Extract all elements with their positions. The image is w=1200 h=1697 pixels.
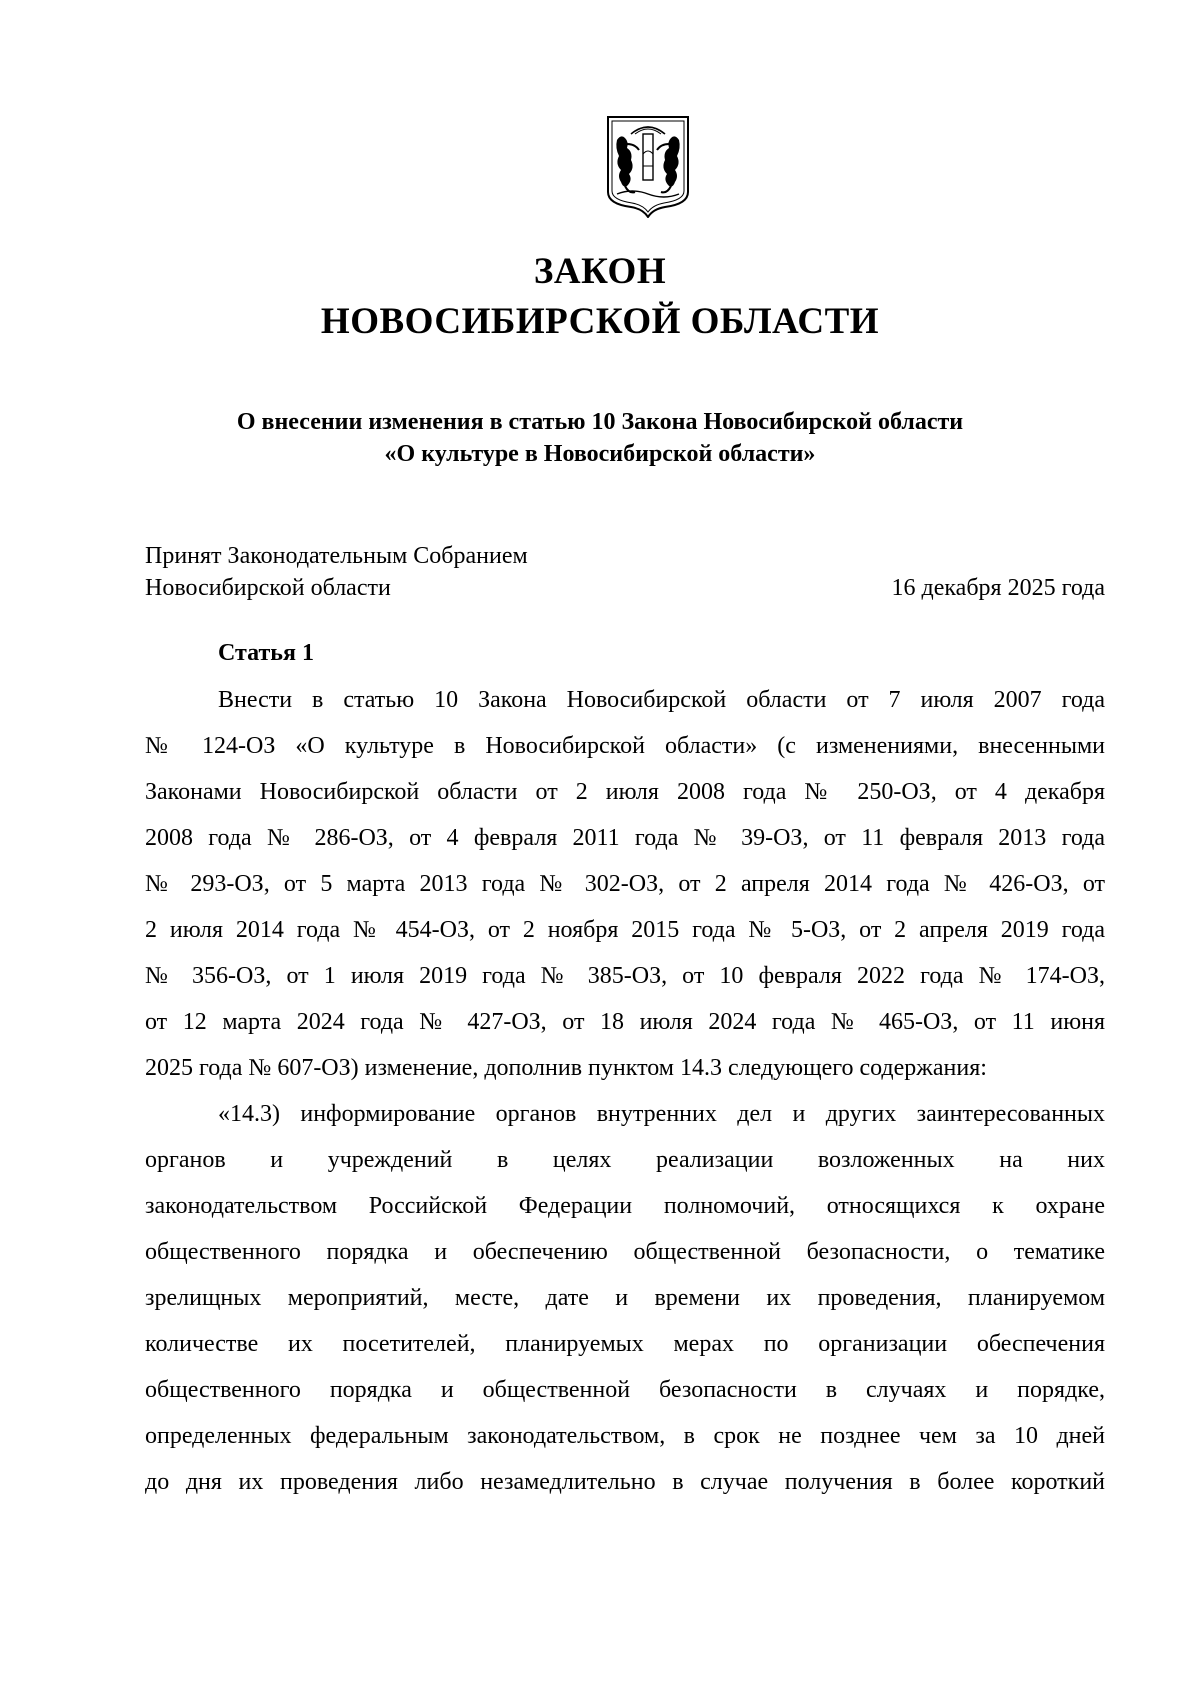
body-line: № 293-ОЗ, от 5 марта 2013 года № 302-ОЗ, от 2 апреля 2014 года № 426-ОЗ, от <box>145 871 1105 897</box>
body-line: количестве их посетителей, планируемых мерах по организации обеспечения <box>145 1331 1105 1357</box>
body-line: 2008 года № 286-ОЗ, от 4 февраля 2011 года № 39-ОЗ, от 11 февраля 2013 года <box>145 825 1105 851</box>
adoption-date: 16 декабря 2025 года <box>891 575 1105 601</box>
body-line: общественного порядка и обеспечению общественной безопасности, о тематике <box>145 1239 1105 1265</box>
body-line: 2025 года № 607-ОЗ) изменение, дополнив пунктом 14.3 следующего содержания: <box>145 1055 987 1081</box>
document-title-line-2: НОВОСИБИРСКОЙ ОБЛАСТИ <box>320 301 880 342</box>
body-line: органов и учреждений в целях реализации возложенных на них <box>145 1147 1105 1173</box>
body-line: Внести в статью 10 Закона Новосибирской области от 7 июля 2007 года <box>218 687 1105 713</box>
body-line: определенных федеральным законодательством, в срок не позднее чем за 10 дней <box>145 1423 1105 1449</box>
body-line: от 12 марта 2024 года № 427-ОЗ, от 18 июля 2024 года № 465-ОЗ, от 11 июня <box>145 1009 1105 1035</box>
body-line: Законами Новосибирской области от 2 июля 2008 года № 250-ОЗ, от 4 декабря <box>145 779 1105 805</box>
document-subtitle-line-1: О внесении изменения в статью 10 Закона Новосибирской области <box>236 409 964 435</box>
article-body-continued <box>145 1282 1105 1602</box>
body-line: № 124-ОЗ «О культуре в Новосибирской области» (с изменениями, внесенными <box>145 733 1105 759</box>
body-line: 2 июля 2014 года № 454-ОЗ, от 2 ноября 2015 года № 5-ОЗ, от 2 апреля 2019 года <box>145 917 1105 943</box>
document-subtitle-line-2: «О культуре в Новосибирской области» <box>384 441 816 467</box>
document-title-line-1: ЗАКОН <box>533 251 667 292</box>
article-heading: Статья 1 <box>218 640 314 666</box>
coat-of-arms-icon <box>605 114 691 218</box>
adoption-line-2: Новосибирской области <box>145 575 391 601</box>
body-line: «14.3) информирование органов внутренних дел и других заинтересованных <box>218 1101 1105 1127</box>
adoption-line-1: Принят Законодательным Собранием <box>145 543 528 569</box>
body-line: общественного порядка и общественной безопасности в случаях и порядке, <box>145 1377 1105 1403</box>
body-line: № 356-ОЗ, от 1 июля 2019 года № 385-ОЗ, от 10 февраля 2022 года № 174-ОЗ, <box>145 963 1105 989</box>
body-line: до дня их проведения либо незамедлительно в случае получения в более короткий <box>145 1469 1105 1495</box>
article-body <box>145 684 1105 1276</box>
body-line: зрелищных мероприятий, месте, дате и времени их проведения, планируемом <box>145 1285 1105 1311</box>
body-line: законодательством Российской Федерации полномочий, относящихся к охране <box>145 1193 1105 1219</box>
